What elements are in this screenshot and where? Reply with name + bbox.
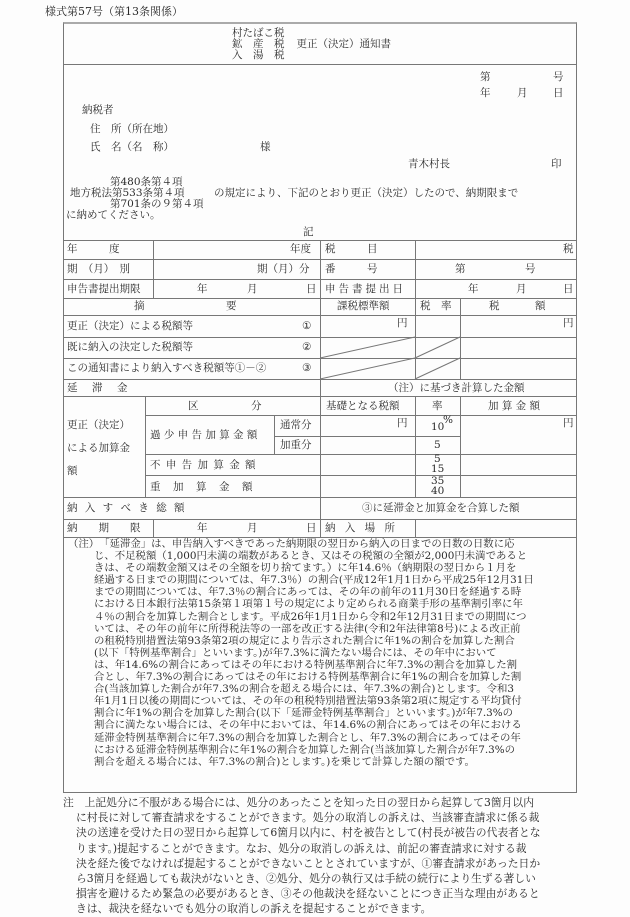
- surcharge-group-label-2: による加算金: [67, 442, 130, 454]
- intro-sentence: の規定により、下記のとおり更正（決定）したので、納期限まで: [214, 187, 519, 199]
- col-divider: [320, 240, 321, 379]
- note-line: 割合を超える場合には、年7.3%の割合)とします。)を乗じて計算した額の額です。: [94, 755, 475, 768]
- note-line: の租税特別措置法第93条第2項の規定により告示された割合に年1%の割合を加算した割合: [94, 634, 515, 647]
- surcharge-amount-header: 加 算 金 額: [488, 400, 541, 412]
- filing-deadline-day: 日: [306, 283, 317, 295]
- col-divider: [320, 379, 321, 497]
- heavy-surcharge-rate-2: 40: [431, 485, 445, 497]
- delinquency-note: （注）に基づき計算した金額: [388, 382, 525, 394]
- row-corrected-amount-unit: 円: [563, 317, 574, 329]
- number-value-suffix: 号: [525, 263, 536, 275]
- row-corrected-base-unit: 円: [397, 317, 408, 329]
- seal-mark: 印: [551, 158, 562, 170]
- row-payable-mark: ③: [302, 362, 312, 374]
- note-line: は、年14.6%の割合にあってはその年における特例基準割合に年7.3%の割合を加算した割: [94, 658, 517, 671]
- summary-header-1: 摘: [134, 300, 145, 312]
- filing-date-label: 申告書提出日: [325, 283, 406, 295]
- filing-date-day: 日: [563, 283, 574, 295]
- surcharge-group-label-1: 更正（決定）: [67, 419, 130, 431]
- col-divider: [153, 519, 154, 537]
- note-line: における延滞金特例基準割合に年1%の割合を加算した割合(当該加算した割合が年7.3%の: [94, 743, 515, 756]
- col-divider: [415, 240, 416, 298]
- row-already-paid-mark: ②: [302, 341, 312, 353]
- note-line: 合とし、年7.3%の割合にあってはその年における特例基準割合に年1%の割合を加算した割: [94, 671, 522, 684]
- appeal-note-line: きは、裁決を経ないでも処分の取消しの訴えを提起することができます。: [76, 902, 432, 916]
- heavy-portion-label: 加重分: [280, 439, 312, 451]
- fiscal-year-label: 年 度: [67, 243, 120, 255]
- category-header-1: 区: [188, 400, 199, 412]
- total-label: 納 入 す べ き 総 額: [67, 502, 187, 514]
- period-suffix: 期（月）分: [257, 263, 310, 275]
- note-line: 延滞金特例基準割合に年7.3%の割合を加算した割合とし、年7.3%の割合にあってはその年: [94, 731, 521, 744]
- issuer-name: 青木村長: [408, 158, 450, 170]
- note-line: 合(当該加算した割合が年7.3%の割合を超える場合には、年7.3%の割合)とします。令和3: [94, 683, 514, 696]
- non-filing-rate-2: 15: [431, 463, 445, 475]
- notice-title: [232, 28, 391, 61]
- tax-amount-header-2: 額: [535, 300, 546, 312]
- note-line: 年1月1日以後の期間については、その年の租税特別措置法第93条第2項に規定する平均貸付: [94, 695, 522, 708]
- taxpayer-label: 納税者: [82, 104, 114, 116]
- doc-date-day: 日: [553, 87, 564, 99]
- non-filing-label: 不 申 告 加 算 金 額: [150, 459, 257, 471]
- due-date-month: 月: [247, 522, 258, 534]
- appeal-note-line: ら3箇月を経過しても裁決がないとき、②処分、処分の執行又は手続の続行により生ずる著しい: [76, 872, 536, 886]
- heavy-rate: 5: [434, 439, 441, 451]
- number-value-prefix: 第: [455, 263, 466, 275]
- tax-name-tobacco: 村たばこ税: [232, 27, 285, 39]
- row-divider: [145, 475, 577, 476]
- appeal-note-line: 決の送達を受けた日の翌日から起算して6箇月以内に、村を被告として(村長が被告の代表者とな: [76, 826, 541, 840]
- row-divider: [145, 454, 577, 455]
- row-already-paid-label: 既に納入の決定した税額等: [67, 341, 193, 353]
- delinquency-note-text: [68, 538, 573, 768]
- surcharge-group-label-3: 額: [67, 465, 78, 477]
- note-line: ４％の割合を加算した割合とします。平成26年1月1日から令和2年12月31日までの期間につ: [94, 610, 527, 623]
- percent-sign: %: [443, 414, 453, 426]
- filing-date-month: 月: [516, 283, 527, 295]
- row-payable-label: この通知書により納入すべき税額等①－②: [67, 362, 267, 374]
- tax-name-bathing: 入 湯 税: [232, 49, 285, 61]
- appeal-note-line: 決を経た後でなければ提起することができないこととされていますが、①審査請求があった日か: [76, 856, 541, 870]
- tax-item-label: 税 目: [325, 243, 378, 255]
- rate-header: 率: [432, 400, 443, 412]
- note-line: までの期間については、年7.3％の割合にあっては、その年の前年の11月30日を経過する時: [94, 586, 522, 599]
- note-line: いては、その年の前年に所得税法等の一部を改正する法律(令和2年法律第8号)による改正前: [94, 622, 521, 635]
- appeal-note: [63, 795, 578, 917]
- note-line: 経過する日までの期間については、年7.3％）の割合(平成12年1月1日から平成25年12月31日: [94, 574, 534, 587]
- due-date-year: 年: [197, 522, 208, 534]
- due-date-day: 日: [306, 522, 317, 534]
- tax-item-suffix: 税: [563, 243, 574, 255]
- note-line: における日本銀行法第15条第１項第１号の規定により定められる商業手形の基準割引率に年: [94, 598, 523, 611]
- filing-deadline-month: 月: [247, 283, 258, 295]
- law-ref-533: 地方税法第533条第４項: [70, 187, 185, 199]
- col-divider: [415, 298, 416, 379]
- taxable-base-header: 課税標準額: [337, 300, 390, 312]
- filing-date-year: 年: [468, 283, 479, 295]
- category-header-2: 分: [251, 400, 262, 412]
- doc-number-prefix: 第: [480, 71, 491, 83]
- document-name: 更正（決定）通知書: [296, 38, 391, 50]
- col-divider: [460, 298, 461, 379]
- heavy-surcharge-label: 重 加 算 金 額: [150, 481, 254, 493]
- col-divider: [153, 240, 154, 298]
- note-line: 割合に年1%の割合を加算した割合(以下「延滞金特例基準割合」といいます。)が年7.3%の: [94, 707, 514, 720]
- payment-place-label: 納 入 場 所: [325, 522, 399, 534]
- number-label: 番 号: [325, 263, 378, 275]
- filing-deadline-year: 年: [197, 283, 208, 295]
- col-divider: [274, 415, 275, 454]
- non-filing-rate-1: 5: [434, 453, 441, 465]
- law-ref-480: 第480条第４項: [110, 176, 183, 188]
- intro-sentence-end: に納めてください。: [66, 209, 161, 221]
- appeal-note-line: 注 上記処分に不服がある場合には、処分のあったことを知った日の翌日から起算して3箇月以内: [63, 796, 535, 809]
- doc-date-year: 年: [480, 87, 491, 99]
- ki-heading: 記: [303, 226, 314, 238]
- surcharge-amount-unit: 円: [563, 417, 574, 429]
- appeal-note-line: に村長に対して審査請求をすることができます。処分の取消しの訴えは、当該審査請求に係る裁: [76, 811, 540, 825]
- due-date-label: 納 期 限: [67, 522, 141, 534]
- fiscal-year-suffix: 年度: [290, 243, 311, 255]
- title-divider: [63, 64, 577, 65]
- note-line: (以下「特例基準割合」といいます。)が年7.3%に満たない場合には、その年中において: [94, 646, 497, 659]
- honorific: 様: [260, 141, 271, 153]
- tax-name-mineral: 鉱 産 税: [232, 38, 285, 50]
- note-line: 割合に満たない場合には、その年中においては、年14.6%の割合にあってはその年における: [94, 719, 522, 732]
- col-divider: [415, 519, 416, 537]
- basis-tax-unit: 円: [397, 417, 408, 429]
- note-line: （注） 「延滞金」は、申告納入すべきであった納期限の翌日から納入の日までの日数の日数に応: [68, 538, 515, 550]
- col-divider: [460, 396, 461, 497]
- normal-rate: 10: [431, 421, 445, 433]
- row-corrected-tax-label: 更正（決定）による税額等: [67, 320, 193, 332]
- heavy-surcharge-rate-1: 35: [431, 475, 445, 487]
- row-divider: [145, 415, 577, 416]
- note-line: きは、その端数金額又はその全額を切り捨てます。）に年14.6％（納期限の翌日から１月を: [94, 562, 517, 575]
- total-note: ③に延滞金と加算金を合算した額: [362, 502, 520, 514]
- tax-rate-header: 税 率: [420, 300, 452, 312]
- row-divider: [274, 436, 460, 437]
- appeal-note-line: 損害を避けるため緊急の必要があるとき、③その他裁決を経ないことにつき正当な理由があると: [76, 887, 540, 901]
- col-divider: [320, 497, 321, 537]
- period-label: 期 （月） 別: [67, 263, 130, 275]
- summary-header-2: 要: [226, 300, 237, 312]
- address-label: 住 所（所在地）: [90, 123, 174, 135]
- tax-amount-header-1: 税: [489, 300, 500, 312]
- basis-tax-header: 基礎となる税額: [326, 400, 400, 412]
- col-divider: [415, 396, 416, 497]
- law-ref-701: 第701条の９第４項: [110, 198, 204, 210]
- doc-number-suffix: 号: [553, 71, 564, 83]
- form-number-label: 様式第57号（第13条関係）: [45, 5, 183, 18]
- name-label: 氏 名（名 称）: [90, 141, 174, 153]
- doc-date-month: 月: [517, 87, 528, 99]
- row-corrected-tax-mark: ①: [302, 320, 312, 332]
- filing-deadline-label: 申告書提出期限: [67, 283, 141, 295]
- normal-portion-label: 通常分: [280, 419, 312, 431]
- col-divider: [145, 396, 146, 497]
- under-report-label: 過 少 申 告 加 算 金 額: [150, 429, 258, 441]
- delinquency-label: 延 滞 金: [67, 382, 130, 394]
- appeal-note-line: ります。)提起することができます。なお、処分の取消しの訴えは、前記の審査請求に対する裁: [76, 841, 527, 855]
- note-line: じ、不足税額（1,000円未満の端数があるとき、又はその税額の全額が2,000円未満であると: [94, 550, 528, 563]
